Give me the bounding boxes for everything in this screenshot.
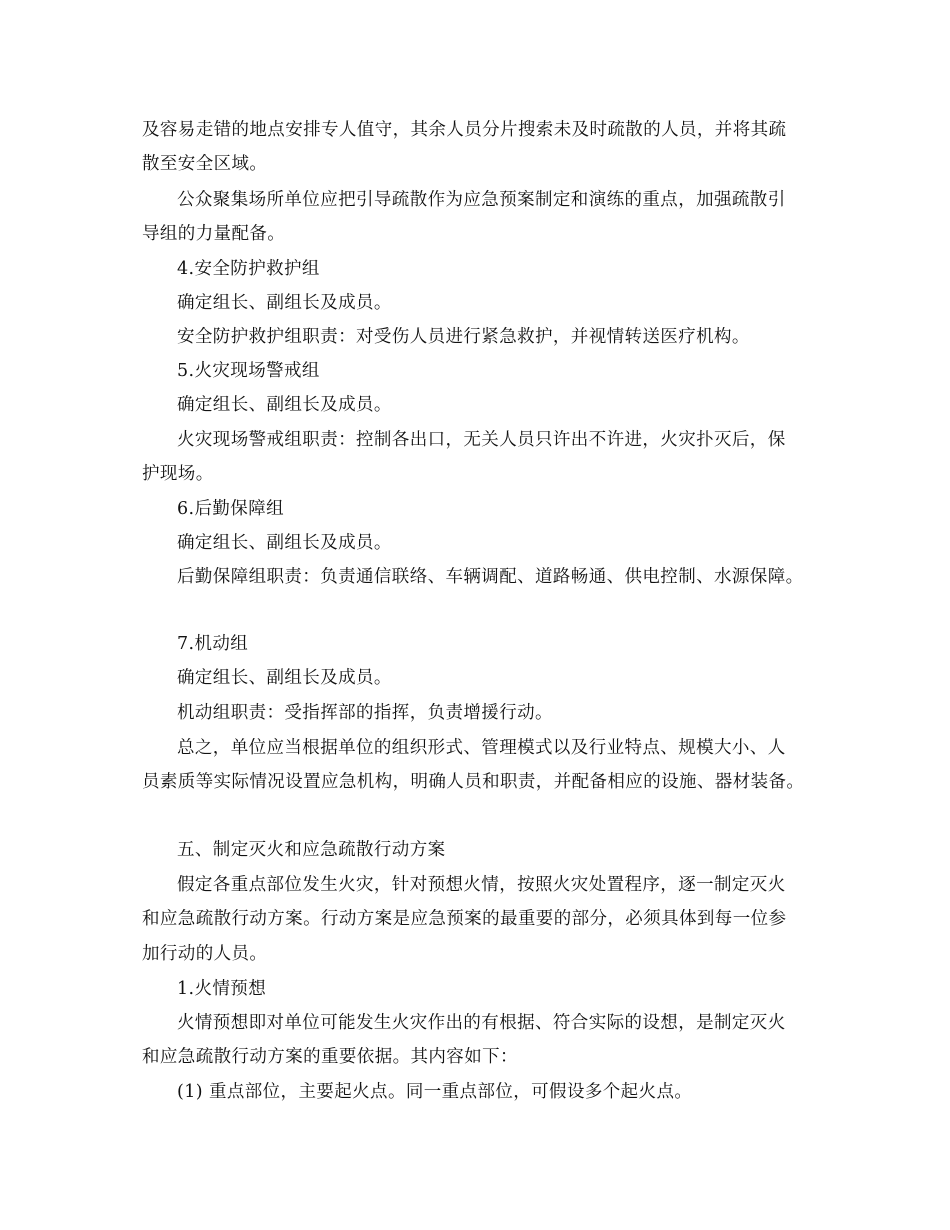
paragraph-line: 机动组职责：受指挥部的指挥，负责增援行动。 <box>177 703 553 723</box>
paragraph-line: 护现场。 <box>142 464 214 484</box>
paragraph-line: 火灾现场警戒组职责：控制各出口，无关人员只许出不许进，火灾扑灭后，保 <box>177 430 786 450</box>
section-heading: 1.火情预想 <box>177 979 267 999</box>
paragraph-line: 公众聚集场所单位应把引导疏散作为应急预案制定和演练的重点，加强疏散引 <box>177 190 786 210</box>
chapter-heading: 五、制定灭火和应急疏散行动方案 <box>177 840 446 860</box>
paragraph-line: 导组的力量配备。 <box>142 224 286 244</box>
paragraph-line: 员素质等实际情况设置应急机构，明确人员和职责，并配备相应的设施、器材装备。 <box>142 772 805 792</box>
paragraph-line: 确定组长、副组长及成员。 <box>177 293 392 313</box>
paragraph-line: 确定组长、副组长及成员。 <box>177 395 392 415</box>
section-heading: 6.后勤保障组 <box>177 499 284 519</box>
list-item: (1) 重点部位，主要起火点。同一重点部位，可假设多个起火点。 <box>177 1082 693 1102</box>
paragraph-line: 和应急疏散行动方案的重要依据。其内容如下： <box>142 1047 518 1067</box>
paragraph-line: 确定组长、副组长及成员。 <box>177 533 392 553</box>
paragraph-line: 加行动的人员。 <box>142 944 268 964</box>
paragraph-line: 假定各重点部位发生火灾，针对预想火情，按照火灾处置程序，逐一制定灭火 <box>177 875 786 895</box>
paragraph-line: 及容易走错的地点安排专人值守，其余人员分片搜索未及时疏散的人员，并将其疏 <box>142 120 787 140</box>
section-heading: 4.安全防护救护组 <box>177 259 320 279</box>
paragraph-line: 散至安全区域。 <box>142 154 268 174</box>
paragraph-line: 安全防护救护组职责：对受伤人员进行紧急救护，并视情转送医疗机构。 <box>177 327 750 347</box>
paragraph-line: 确定组长、副组长及成员。 <box>177 668 392 688</box>
section-heading: 5.火灾现场警戒组 <box>177 361 320 381</box>
paragraph-line: 后勤保障组职责：负责通信联络、车辆调配、道路畅通、供电控制、水源保障。 <box>177 567 804 587</box>
paragraph-line: 总之，单位应当根据单位的组织形式、管理模式以及行业特点、规模大小、人 <box>177 738 786 758</box>
paragraph-line: 和应急疏散行动方案。行动方案是应急预案的最重要的部分，必须具体到每一位参 <box>142 909 787 929</box>
paragraph-line: 火情预想即对单位可能发生火灾作出的有根据、符合实际的设想，是制定灭火 <box>177 1013 786 1033</box>
section-heading: 7.机动组 <box>177 634 249 654</box>
